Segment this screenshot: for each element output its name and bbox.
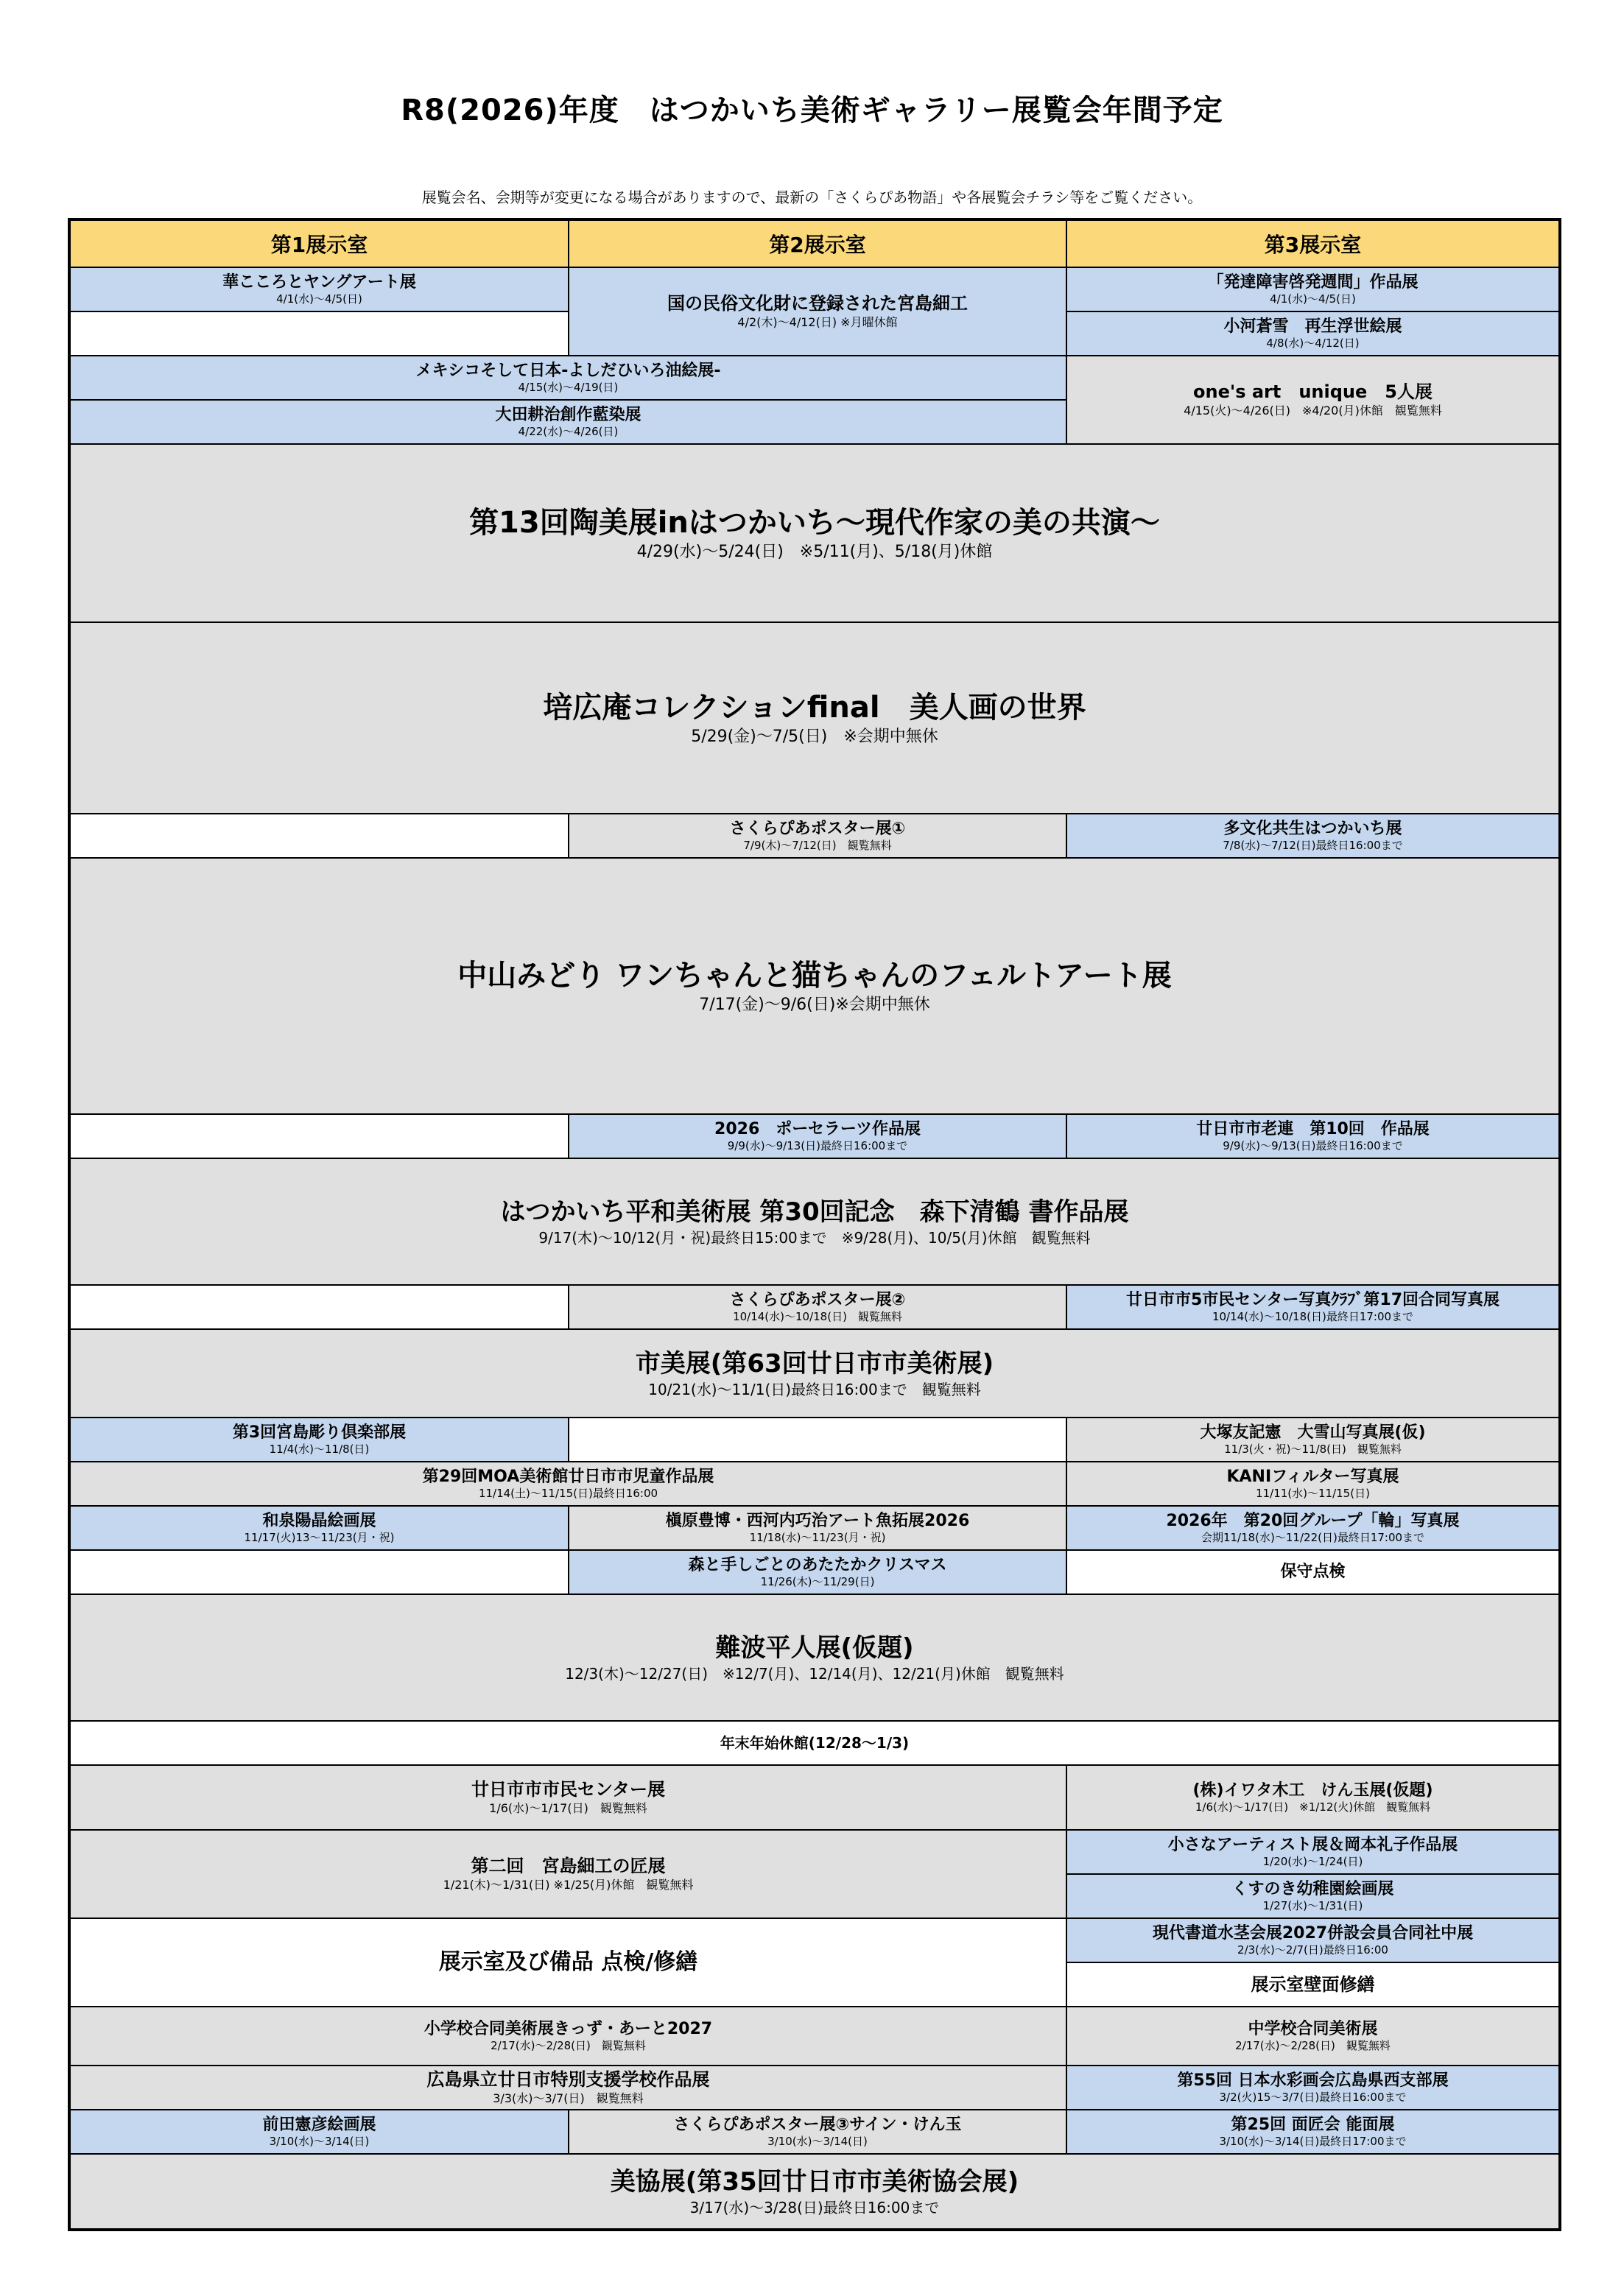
exhibition-name: 「発達障害啓発週間」作品展 <box>1207 272 1419 292</box>
exhibition-name: 2026 ポーセラーツ作品展 <box>714 1119 921 1138</box>
exhibition-date: 1/6(水)～1/17(日) ※1/12(火)休館 観覧無料 <box>1195 1800 1431 1814</box>
exhibition-name: はつかいち平和美術展 第30回記念 森下清鶴 書作品展 <box>500 1197 1129 1227</box>
exhibition-date: 11/18(水)～11/23(月・祝) <box>749 1530 886 1544</box>
exhibition-date: 11/4(水)～11/8(日) <box>269 1442 370 1456</box>
exhibition-cell <box>70 1830 1066 1918</box>
exhibition-name: 培広庵コレクションfinal 美人画の世界 <box>543 691 1086 725</box>
exhibition-name: 第25回 面匠会 能面展 <box>1231 2115 1395 2134</box>
header-room-2: 第2展示室 <box>569 220 1066 267</box>
exhibition-date: 会期11/18(水)～11/22(日)最終日17:00まで <box>1201 1530 1425 1544</box>
exhibition-cell <box>1066 267 1559 311</box>
exhibition-cell <box>70 1158 1559 1285</box>
exhibition-date: 11/17(火)13～11/23(月・祝) <box>244 1530 395 1544</box>
exhibition-cell <box>569 2110 1066 2154</box>
exhibition-date: 3/3(水)～3/7(日) 観覧無料 <box>493 2091 644 2105</box>
empty-cell <box>70 1114 569 1158</box>
exhibition-cell <box>70 858 1559 1114</box>
exhibition-cell <box>1066 1285 1559 1329</box>
exhibition-date: 11/11(水)～11/15(日) <box>1256 1486 1370 1500</box>
exhibition-name: KANIフィルター写真展 <box>1226 1467 1399 1486</box>
exhibition-cell <box>70 1418 569 1462</box>
exhibition-name: 小河蒼雪 再生浮世絵展 <box>1223 317 1402 336</box>
exhibition-date: 4/1(水)～4/5(日) <box>1270 292 1356 306</box>
exhibition-date: 7/9(木)～7/12(日) 観覧無料 <box>743 838 892 852</box>
exhibition-date: 1/20(水)～1/24(日) <box>1262 1854 1363 1868</box>
notice-text: 展覧会名、会期等が変更になる場合がありますので、最新の「さくらぴあ物語」や各展覧会チラシ等をご覧ください。 <box>421 189 1203 206</box>
exhibition-cell <box>70 400 1066 444</box>
exhibition-date: 2/3(水)～2/7(日)最終日16:00 <box>1237 1943 1388 1957</box>
schedule-table <box>68 218 1561 2231</box>
exhibition-cell <box>1066 1918 1559 1962</box>
exhibition-name: 市美展(第63回廿日市市美術展) <box>635 1349 994 1378</box>
exhibition-name: 槇原豊博・西河内巧治アート魚拓展2026 <box>665 1511 970 1530</box>
exhibition-date: 1/21(木)～1/31(日) ※1/25(月)休館 観覧無料 <box>443 1878 694 1892</box>
exhibition-date: 4/1(水)～4/5(日) <box>276 292 362 306</box>
exhibition-cell <box>1066 2110 1559 2154</box>
exhibition-name: 大田耕治創作藍染展 <box>495 405 641 424</box>
exhibition-cell <box>70 2110 569 2154</box>
exhibition-cell <box>1066 1830 1559 1874</box>
exhibition-date: 10/14(水)～10/18(日)最終日17:00まで <box>1212 1309 1414 1323</box>
exhibition-cell <box>1066 814 1559 858</box>
exhibition-cell <box>70 444 1559 622</box>
exhibition-date: 11/3(火・祝)～11/8(日) 観覧無料 <box>1224 1442 1402 1456</box>
exhibition-date: 4/22(水)～4/26(日) <box>518 424 619 438</box>
exhibition-date: 4/29(水)～5/24(日) ※5/11(月)、5/18(月)休館 <box>636 543 993 561</box>
exhibition-name: 中学校合同美術展 <box>1248 2019 1378 2038</box>
exhibition-name: 廿日市市市民センター展 <box>471 1779 666 1800</box>
exhibition-date: 9/9(水)～9/13(日)最終日16:00まで <box>1223 1138 1403 1152</box>
exhibition-name: 第13回陶美展inはつかいち～現代作家の美の共演～ <box>469 506 1160 540</box>
exhibition-name: 森と手しごとのあたたかクリスマス <box>688 1555 947 1574</box>
exhibition-cell <box>1066 356 1559 444</box>
exhibition-name: 大塚友記憲 大雪山写真展(仮) <box>1200 1423 1426 1442</box>
exhibition-cell <box>1066 311 1559 356</box>
exhibition-name: 多文化共生はつかいち展 <box>1223 819 1402 838</box>
exhibition-name: 廿日市市5市民センター写真ｸﾗﾌﾞ第17回合同写真展 <box>1125 1290 1500 1309</box>
exhibition-date: 10/21(水)～11/1(日)最終日16:00まで 観覧無料 <box>648 1381 981 1398</box>
exhibition-date: 9/17(木)～10/12(月・祝)最終日15:00まで ※9/28(月)、10/5(月)休館 観覧無料 <box>538 1229 1091 1247</box>
exhibition-date: 3/10(水)～3/14(日) <box>767 2134 868 2148</box>
exhibition-date: 1/6(水)～1/17(日) 観覧無料 <box>489 1801 647 1815</box>
exhibition-name: 難波平人展(仮題) <box>715 1633 914 1663</box>
exhibition-name: 展示室及び備品 点検/修繕 <box>438 1949 698 1975</box>
exhibition-date: 3/17(水)～3/28(日)最終日16:00まで <box>689 2199 940 2216</box>
exhibition-name: 小学校合同美術展きっず・あーと2027 <box>423 2019 713 2038</box>
exhibition-date: 11/14(土)～11/15(日)最終日16:00 <box>478 1486 658 1500</box>
exhibition-name: 前田憲彦絵画展 <box>262 2115 376 2134</box>
exhibition-date: 12/3(木)～12/27(日) ※12/7(月)、12/14(月)、12/21(月)休館 観覧無料 <box>565 1665 1064 1683</box>
exhibition-date: 2/17(水)～2/28(日) 観覧無料 <box>491 2038 646 2052</box>
exhibition-date: 4/2(木)～4/12(日) ※月曜休館 <box>737 315 898 329</box>
exhibition-date: 3/10(水)～3/14(日) <box>269 2134 370 2148</box>
closure-row <box>70 1721 1559 1765</box>
exhibition-name: 和泉陽晶絵画展 <box>262 1511 376 1530</box>
exhibition-name: 国の民俗文化財に登録された宮島細工 <box>667 293 968 314</box>
empty-cell <box>569 1418 1066 1462</box>
exhibition-cell <box>1066 1114 1559 1158</box>
exhibition-date: 1/27(水)～1/31(日) <box>1262 1898 1363 1912</box>
exhibition-date: 11/26(木)～11/29(日) <box>760 1574 875 1588</box>
exhibition-date: 4/15(水)～4/19(日) <box>518 380 619 394</box>
exhibition-name: 2026年 第20回グループ「輪」写真展 <box>1166 1511 1460 1530</box>
exhibition-cell <box>70 1506 569 1550</box>
exhibition-cell <box>70 1329 1559 1418</box>
exhibition-name: 廿日市市老連 第10回 作品展 <box>1196 1119 1430 1138</box>
exhibition-cell <box>1066 1418 1559 1462</box>
header-room-1: 第1展示室 <box>70 220 569 267</box>
exhibition-date: 5/29(金)～7/5(日) ※会期中無休 <box>691 728 938 746</box>
exhibition-name: 広島県立廿日市特別支援学校作品展 <box>426 2069 710 2090</box>
exhibition-cell <box>1066 1462 1559 1506</box>
exhibition-cell <box>569 1506 1066 1550</box>
exhibition-name: (株)イワタ木工 けん玉展(仮題) <box>1192 1781 1433 1800</box>
exhibition-date: 10/14(水)～10/18(日) 観覧無料 <box>733 1309 902 1323</box>
exhibition-cell <box>70 1462 1066 1506</box>
empty-cell <box>70 311 569 356</box>
closure-text: 年末年始休館(12/28～1/3) <box>720 1734 910 1752</box>
exhibition-cell <box>70 2066 1066 2110</box>
exhibition-cell <box>70 1765 1066 1830</box>
exhibition-date: 9/9(水)～9/13(日)最終日16:00まで <box>727 1138 908 1152</box>
exhibition-date: 7/17(金)～9/6(日)※会期中無休 <box>699 996 930 1014</box>
exhibition-cell <box>569 1114 1066 1158</box>
exhibition-name: 保守点検 <box>1280 1563 1346 1581</box>
exhibition-name: 中山みどり ワンちゃんと猫ちゃんのフェルトアート展 <box>457 959 1172 993</box>
exhibition-date: 4/15(火)～4/26(日) ※4/20(月)休館 観覧無料 <box>1184 404 1442 418</box>
exhibition-name: 第3回宮島彫り倶楽部展 <box>232 1423 407 1442</box>
exhibition-date: 2/17(水)～2/28(日) 観覧無料 <box>1235 2038 1391 2052</box>
exhibition-date: 3/10(水)～3/14(日)最終日17:00まで <box>1219 2134 1407 2148</box>
maintenance-cell <box>1066 1962 1559 2007</box>
exhibition-cell <box>1066 2066 1559 2110</box>
exhibition-name: くすのき幼稚園絵画展 <box>1231 1879 1394 1898</box>
exhibition-name: 第29回MOA美術館廿日市市児童作品展 <box>422 1467 714 1486</box>
exhibition-cell <box>1066 1506 1559 1550</box>
page-title: R8(2026)年度 はつかいち美術ギャラリー展覧会年間予定 <box>401 94 1223 127</box>
exhibition-cell <box>569 1285 1066 1329</box>
exhibition-cell <box>70 267 569 311</box>
exhibition-date: 7/8(水)～7/12(日)最終日16:00まで <box>1223 838 1403 852</box>
exhibition-cell <box>70 356 1066 400</box>
exhibition-name: 第二回 宮島細工の匠展 <box>471 1856 666 1876</box>
exhibition-cell <box>569 814 1066 858</box>
exhibition-cell <box>1066 1874 1559 1918</box>
maintenance-cell <box>1066 1550 1559 1594</box>
header-room-3: 第3展示室 <box>1066 220 1559 267</box>
exhibition-name: さくらぴあポスター展② <box>729 1290 906 1309</box>
exhibition-name: 展示室壁面修繕 <box>1251 1974 1375 1995</box>
exhibition-name: 第55回 日本水彩画会広島県西支部展 <box>1177 2071 1449 2090</box>
empty-cell <box>70 814 569 858</box>
exhibition-cell <box>1066 2007 1559 2066</box>
exhibition-cell <box>70 2154 1559 2229</box>
exhibition-name: メキシコそして日本-よしだひいろ油絵展- <box>415 361 721 380</box>
exhibition-date: 3/2(火)15～3/7(日)最終日16:00まで <box>1219 2090 1407 2104</box>
exhibition-name: one's art unique 5人展 <box>1193 381 1433 402</box>
maintenance-cell <box>70 1918 1066 2007</box>
exhibition-cell <box>70 1594 1559 1721</box>
exhibition-cell <box>569 267 1066 356</box>
empty-cell <box>70 1285 569 1329</box>
exhibition-name: 現代書道水茎会展2027併設会員合同社中展 <box>1152 1923 1474 1943</box>
exhibition-cell <box>70 622 1559 814</box>
exhibition-name: 美協展(第35回廿日市市美術協会展) <box>610 2167 1019 2197</box>
exhibition-cell <box>70 2007 1066 2066</box>
exhibition-cell <box>1066 1765 1559 1830</box>
exhibition-name: さくらぴあポスター展③サイン・けん玉 <box>673 2115 962 2134</box>
exhibition-name: 小さなアーティスト展＆岡本礼子作品展 <box>1167 1835 1458 1854</box>
exhibition-cell <box>569 1550 1066 1594</box>
exhibition-date: 4/8(水)～4/12(日) <box>1266 336 1360 350</box>
exhibition-name: さくらぴあポスター展① <box>729 819 906 838</box>
exhibition-name: 華こころとヤングアート展 <box>222 272 416 292</box>
empty-cell <box>70 1550 569 1594</box>
